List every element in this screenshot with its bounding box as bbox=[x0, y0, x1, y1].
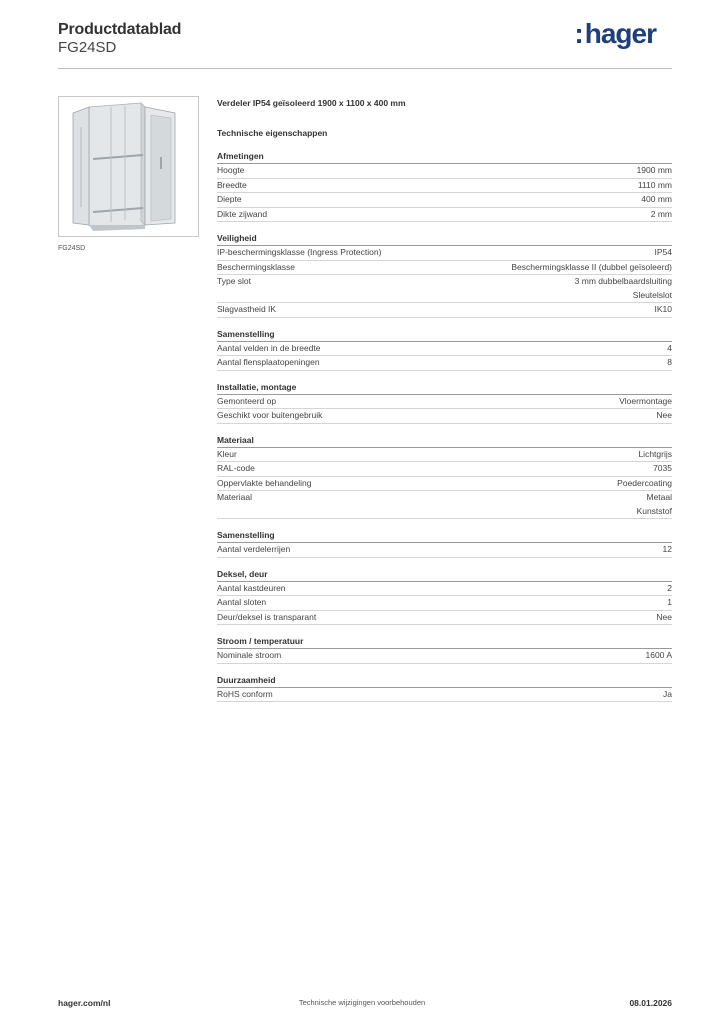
spec-value bbox=[663, 543, 672, 557]
spec-label: RAL-code bbox=[217, 463, 255, 473]
spec-value bbox=[667, 342, 672, 356]
section-title: Stroom / temperatuur bbox=[217, 635, 672, 649]
spec-value bbox=[511, 261, 672, 275]
spec-value-line: 1900 mm bbox=[636, 165, 672, 175]
spec-row bbox=[217, 649, 672, 664]
section-title: Installatie, montage bbox=[217, 381, 672, 395]
header-divider bbox=[58, 68, 672, 69]
spec-section bbox=[217, 150, 672, 222]
spec-value bbox=[663, 688, 672, 702]
spec-row bbox=[217, 179, 672, 194]
spec-label: Deur/deksel is transparant bbox=[217, 611, 317, 622]
spec-section bbox=[217, 232, 672, 318]
spec-row bbox=[217, 303, 672, 318]
logo-text: hager bbox=[584, 18, 656, 49]
spec-row bbox=[217, 356, 672, 371]
spec-row bbox=[217, 275, 672, 303]
product-title: Verdeler IP54 geïsoleerd 1900 x 1100 x 400 mm bbox=[217, 98, 406, 108]
product-image bbox=[58, 96, 199, 237]
spec-value bbox=[617, 477, 672, 491]
spec-value bbox=[667, 356, 672, 370]
spec-label: Kleur bbox=[217, 448, 237, 459]
spec-value-line: Beschermingsklasse II (dubbel geïsoleerd) bbox=[511, 261, 672, 272]
spec-label: Type slot bbox=[217, 276, 252, 286]
spec-section bbox=[217, 635, 672, 664]
footer-website: hager.com/nl bbox=[58, 998, 111, 1008]
spec-row bbox=[217, 543, 672, 558]
spec-label: Geschikt voor buitengebruik bbox=[217, 410, 323, 420]
section-title: Veiligheid bbox=[217, 232, 672, 246]
spec-row bbox=[217, 611, 672, 626]
spec-value bbox=[656, 409, 672, 423]
spec-value-line: Sleutelslot bbox=[632, 289, 672, 300]
spec-sections bbox=[217, 150, 672, 702]
tech-heading: Technische eigenschappen bbox=[217, 128, 328, 138]
spec-value-line: Ja bbox=[663, 688, 672, 699]
spec-value-line: Nee bbox=[656, 611, 672, 622]
spec-value bbox=[655, 246, 673, 260]
spec-section bbox=[217, 381, 672, 424]
spec-value-line: 2 bbox=[667, 582, 672, 593]
spec-value-line: Poedercoating bbox=[617, 477, 672, 488]
product-code: FG24SD bbox=[58, 39, 117, 56]
spec-row bbox=[217, 164, 672, 179]
section-title: Samenstelling bbox=[217, 529, 672, 543]
spec-value-line: 8 bbox=[667, 357, 672, 367]
spec-row bbox=[217, 491, 672, 519]
spec-value-line: 7035 bbox=[653, 463, 672, 473]
spec-value bbox=[646, 649, 672, 663]
spec-row bbox=[217, 193, 672, 208]
spec-value bbox=[651, 208, 672, 222]
spec-value bbox=[653, 462, 672, 476]
spec-value-line: 12 bbox=[662, 544, 672, 554]
spec-value-line: IP54 bbox=[654, 247, 672, 257]
spec-value-line: Nee bbox=[656, 410, 672, 420]
spec-row bbox=[217, 688, 672, 703]
spec-label: IP-beschermingsklasse (Ingress Protection) bbox=[217, 247, 382, 257]
spec-label: Breedte bbox=[217, 179, 247, 190]
spec-value-line: Kunststof bbox=[636, 505, 672, 516]
section-title: Afmetingen bbox=[217, 150, 672, 164]
spec-label: Aantal velden in de breedte bbox=[217, 342, 321, 353]
page-title: Productdatablad bbox=[58, 21, 182, 38]
spec-row bbox=[217, 409, 672, 424]
section-title: Duurzaamheid bbox=[217, 674, 672, 688]
footer-disclaimer: Technische wijzigingen voorbehouden bbox=[298, 998, 426, 1007]
spec-value-line: 1 bbox=[667, 597, 672, 607]
spec-row bbox=[217, 477, 672, 492]
spec-value-line: 4 bbox=[667, 342, 672, 353]
spec-label: RoHS conform bbox=[217, 688, 273, 699]
spec-section bbox=[217, 674, 672, 703]
spec-value bbox=[638, 179, 672, 193]
spec-row bbox=[217, 342, 672, 357]
spec-value-line: 3 mm dubbelbaardsluiting bbox=[574, 276, 672, 286]
spec-label: Materiaal bbox=[217, 492, 252, 502]
spec-row bbox=[217, 462, 672, 477]
spec-value bbox=[638, 448, 672, 462]
spec-label: Dikte zijwand bbox=[217, 208, 268, 219]
section-title: Deksel, deur bbox=[217, 568, 672, 582]
spec-label: Aantal verdelerrijen bbox=[217, 544, 291, 554]
spec-value-line: 1600 A bbox=[645, 650, 672, 660]
spec-value bbox=[667, 582, 672, 596]
spec-row bbox=[217, 596, 672, 611]
spec-section bbox=[217, 529, 672, 558]
spec-value bbox=[619, 395, 672, 409]
spec-row bbox=[217, 448, 672, 463]
spec-label: Aantal kastdeuren bbox=[217, 582, 286, 593]
spec-label: Aantal sloten bbox=[217, 597, 267, 607]
spec-row bbox=[217, 395, 672, 410]
spec-label: Hoogte bbox=[217, 165, 245, 175]
hager-logo bbox=[574, 18, 656, 50]
spec-label: Oppervlakte behandeling bbox=[217, 477, 312, 488]
spec-section bbox=[217, 568, 672, 626]
spec-label: Diepte bbox=[217, 194, 242, 204]
spec-label: Gemonteerd op bbox=[217, 395, 277, 406]
spec-row bbox=[217, 246, 672, 261]
spec-value bbox=[637, 164, 672, 178]
spec-value-line: Vloermontage bbox=[619, 395, 672, 406]
spec-value-line: Lichtgrijs bbox=[638, 448, 672, 459]
spec-section bbox=[217, 328, 672, 371]
spec-section bbox=[217, 434, 672, 520]
spec-value bbox=[641, 193, 672, 207]
section-title: Samenstelling bbox=[217, 328, 672, 342]
spec-value-line: IK10 bbox=[654, 304, 672, 314]
spec-label: Aantal flensplaatopeningen bbox=[217, 357, 320, 367]
spec-row bbox=[217, 261, 672, 276]
spec-label: Nominale stroom bbox=[217, 650, 282, 660]
spec-value-line: 1110 mm bbox=[637, 179, 672, 190]
spec-value bbox=[575, 275, 672, 302]
logo-dots: : bbox=[574, 18, 584, 49]
section-title: Materiaal bbox=[217, 434, 672, 448]
spec-value-line: 400 mm bbox=[641, 194, 672, 204]
footer-date: 08.01.2026 bbox=[629, 998, 672, 1008]
spec-value bbox=[667, 596, 672, 610]
spec-label: Beschermingsklasse bbox=[217, 261, 295, 272]
spec-row bbox=[217, 582, 672, 597]
spec-content bbox=[217, 96, 672, 702]
spec-value-line: Metaal bbox=[646, 492, 672, 502]
spec-label: Slagvastheid IK bbox=[217, 304, 277, 314]
cabinet-illustration bbox=[59, 97, 198, 236]
spec-value-line: 2 mm bbox=[650, 208, 672, 219]
spec-value bbox=[655, 303, 673, 317]
spec-row bbox=[217, 208, 672, 223]
spec-value bbox=[637, 491, 672, 518]
image-caption: FG24SD bbox=[58, 245, 86, 252]
spec-value bbox=[656, 611, 672, 625]
